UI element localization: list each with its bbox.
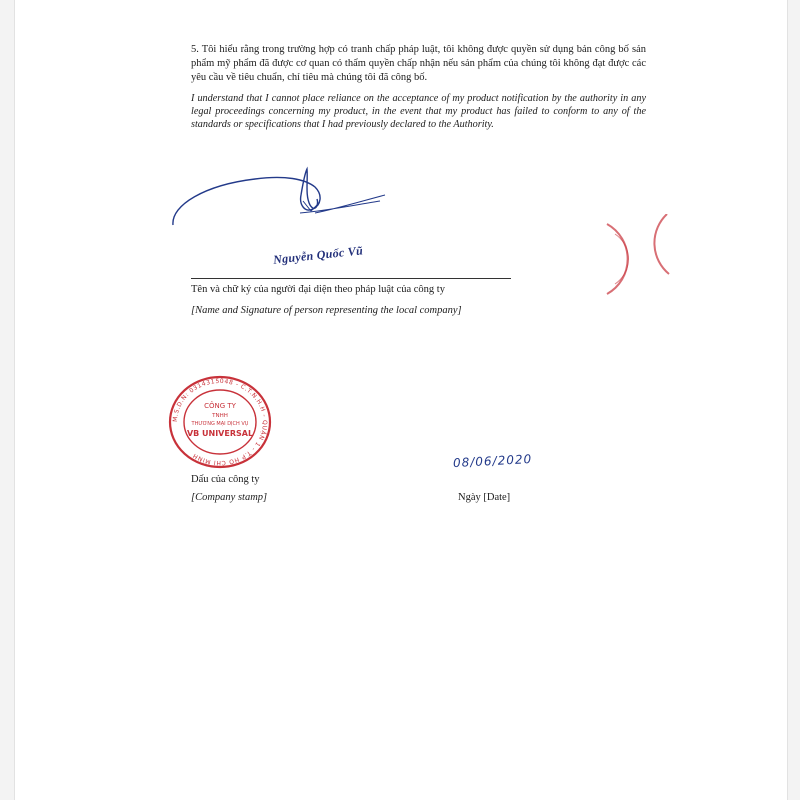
stamp-label-vi: Dấu của công ty bbox=[191, 474, 260, 485]
svg-text:TNHH: TNHH bbox=[212, 413, 228, 419]
clause-5-english: I understand that I cannot place reliance on the acceptance of my product notification by the authority in any legal proceedings concerning my product, in the event that my product has failed to conform to any of the standards or specifications that I had previously declared to the Authority. bbox=[191, 93, 646, 130]
svg-text:M.S.D.N: 0314315048 - C.T.N.H.: M.S.D.N: 0314315048 - C.T.N.H.H - QUẬN 1 - T.P HỒ CHÍ MINH bbox=[171, 377, 269, 467]
svg-text:CÔNG TY: CÔNG TY bbox=[204, 402, 236, 410]
representative-label-vi: Tên và chữ ký của người đại diện theo pháp luật của công ty bbox=[191, 284, 445, 295]
representative-label-en: [Name and Signature of person representing the local company] bbox=[191, 305, 462, 316]
date-label: Ngày [Date] bbox=[458, 492, 511, 503]
clause-5-vietnamese: 5. Tôi hiểu rằng trong trường hợp có tranh chấp pháp luật, tôi không được quyền sử dụng bản công bố sản phẩm mỹ phẩm đã được cơ quan có thẩm quyền chấp nhận nếu sản phẩm của chúng tôi không đạt được các yêu cầu về tiêu chuẩn, chỉ tiêu mà chúng tôi đã công bố. bbox=[191, 44, 646, 83]
stamp-label-en: [Company stamp] bbox=[191, 492, 268, 503]
handwritten-signature bbox=[165, 165, 495, 255]
handwritten-date: 08/06/2020 bbox=[452, 451, 533, 471]
signature-line bbox=[191, 278, 511, 279]
svg-text:VB UNIVERSAL: VB UNIVERSAL bbox=[186, 429, 254, 438]
document-page bbox=[14, 0, 788, 800]
partial-seal-edge bbox=[597, 214, 697, 304]
signatory-name: Nguyễn Quốc Vũ bbox=[272, 243, 364, 267]
svg-text:THƯƠNG MẠI DỊCH VỤ: THƯƠNG MẠI DỊCH VỤ bbox=[191, 421, 249, 427]
company-seal bbox=[165, 372, 275, 472]
